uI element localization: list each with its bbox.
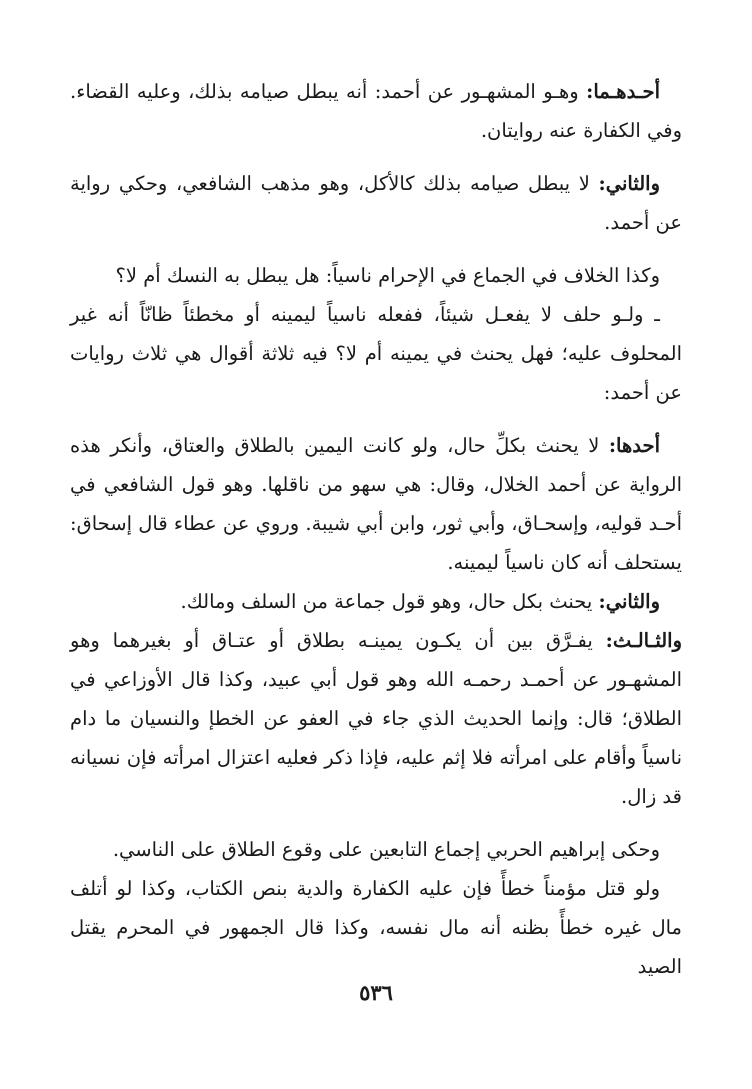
paragraph-4-text: ـ ولـو حلف لا يفعـل شيئاً، ففعله ناسياً ليمينه أو مخطئاً ظانّاً أنه غير المحلوف عليه؛ فهل يحنث في يمينه أم لا؟ فيه ثلاثة أقوال هي ثلاث روايات عن أحمد: — [70, 303, 682, 404]
paragraph-1-text: وهـو المشهـور عن أحمد: أنه يبطل صيامه بذلك، وعليه القضاء. وفي الكفارة عنه روايتان. — [70, 80, 682, 142]
paragraph-9-text: ولو قتل مؤمناً خطأً فإن عليه الكفارة والدية بنص الكتاب، وكذا لو أتلف مال غيره خطأً بظنه أنه مال نفسه، وكذا قال الجمهور في المحرم يقتل الصيد — [70, 877, 682, 978]
paragraph-3 — [70, 256, 682, 295]
paragraph-2 — [70, 164, 682, 242]
paragraph-5-text: لا يحنث بكلِّ حال، ولو كانت اليمين بالطلاق والعتاق، وأنكر هذه الرواية عن أحمد الخلال، وقال: هي سهو من ناقلها. وهو قول الشافعي في أحـد قوليه، وإسحـاق، وأبي ثور، وابن أبي شيبة. وروي عن عطاء قال إسحاق: يستحلف أنه كان ناسياً ليمينه. — [70, 434, 682, 574]
page-number: ٥٣٦ — [359, 980, 393, 1005]
paragraph-6-lead: والثاني: — [598, 590, 660, 613]
paragraph-4 — [70, 295, 682, 412]
paragraph-6-text: يحنث بكل حال، وهو قول جماعة من السلف ومالك. — [180, 590, 599, 613]
paragraph-3-text: وكذا الخلاف في الجماع في الإحرام ناسياً: هل يبطل به النسك أم لا؟ — [115, 264, 660, 287]
paragraph-5-lead: أحدها: — [608, 434, 660, 457]
paragraph-8 — [70, 830, 682, 869]
paragraph-8-text: وحكى إبراهيم الحربي إجماع التابعين على وقوع الطلاق على الناسي. — [112, 838, 660, 861]
paragraph-1-lead: أحـدهـما: — [586, 80, 660, 103]
paragraph-9 — [70, 869, 682, 986]
paragraph-1 — [70, 72, 682, 150]
paragraph-7-text: يفـرَّق بين أن يكـون يمينـه بطلاق أو عتـاق أو بغيرهما وهو المشهـور عن أحمـد رحمـه الله وهو قول أبي عبيد، وكذا قال الأوزاعي في الطلاق؛ قال: وإنما الحديث الذي جاء في العفو عن الخطإ والنسيان ما دام ناسياً وأقام على امرأته فلا إثم عليه، فإذا ذكر فعليه اعتزال امرأته فإن نسيانه قد زال. — [70, 629, 682, 808]
paragraph-6 — [70, 582, 682, 621]
paragraph-7-lead: والثـالـث: — [605, 629, 682, 652]
page-body — [70, 72, 682, 986]
paragraph-2-text: لا يبطل صيامه بذلك كالأكل، وهو مذهب الشافعي، وحكي رواية عن أحمد. — [70, 172, 682, 234]
paragraph-7 — [70, 621, 682, 816]
paragraph-5 — [70, 426, 682, 582]
paragraph-2-lead: والثاني: — [598, 172, 660, 195]
